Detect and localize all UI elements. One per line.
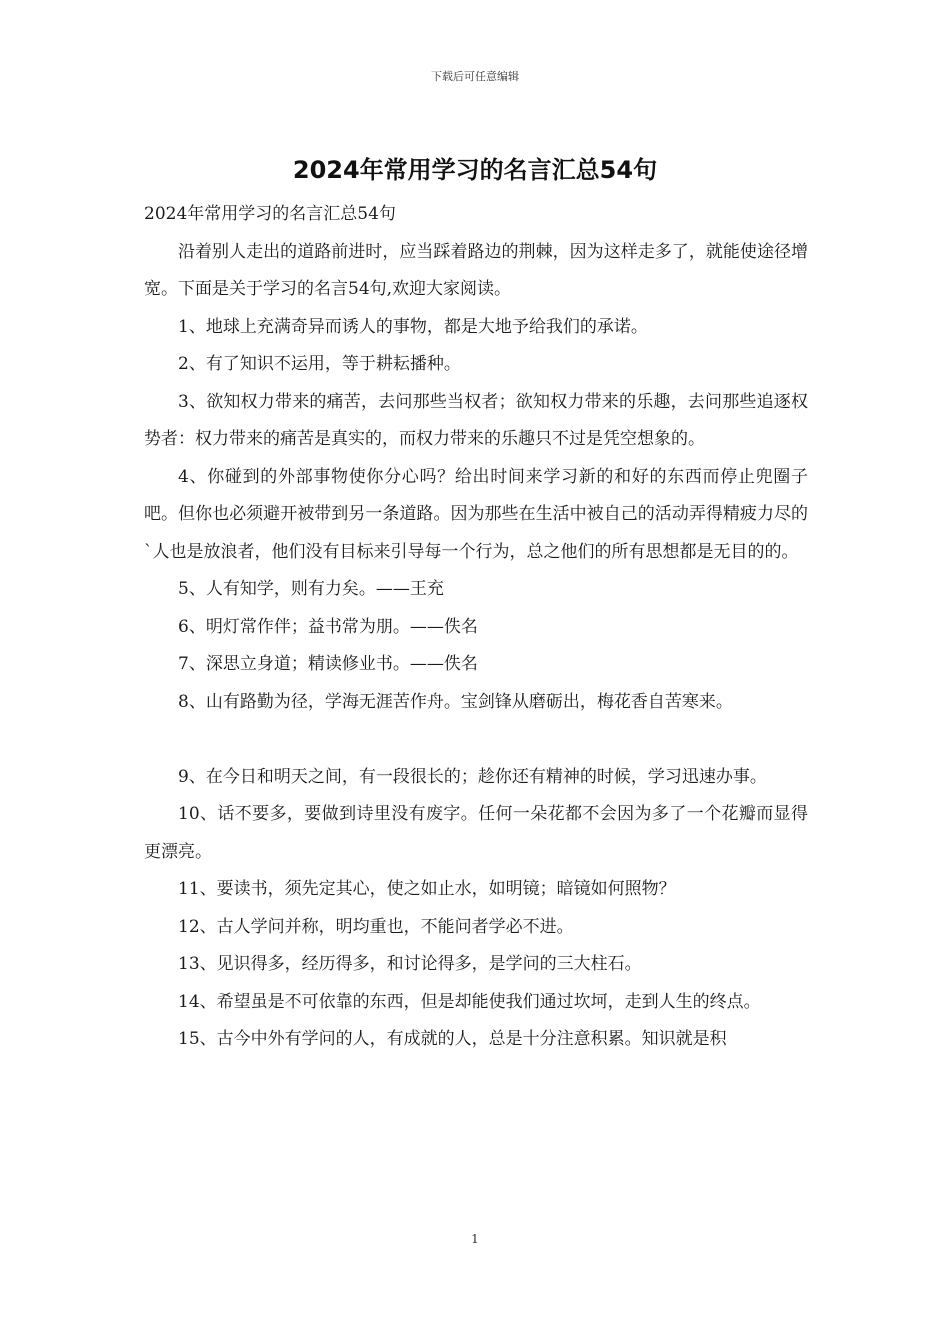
quote-item: 8、山有路勤为径，学海无涯苦作舟。宝剑锋从磨砺出，梅花香自苦寒来。: [178, 691, 733, 712]
quote-item: 11、要读书，须先定其心，使之如止水，如明镜；暗镜如何照物？: [178, 879, 676, 899]
quote-item: 6、明灯常作伴；益书常为朋。——佚名: [178, 616, 478, 637]
quote-item: 15、古今中外有学问的人，有成就的人，总是十分注意积累。知识就是积: [178, 1029, 727, 1049]
quote-item: 2、有了知识不运用，等于耕耘播种。: [178, 354, 461, 374]
document-title: 2024年常用学习的名言汇总54句: [292, 156, 658, 184]
document-body: [144, 196, 808, 1059]
intro-paragraph: 沿着别人走出的道路前进时，应当踩着路边的荆棘，因为这样走多了，就能使途径增宽。下面是关于学习的名言54句,欢迎大家阅读。: [144, 241, 808, 299]
quote-item: 9、在今日和明天之间，有一段很长的；趁你还有精神的时候，学习迅速办事。: [178, 766, 767, 787]
quote-item: 10、话不要多，要做到诗里没有废字。任何一朵花都不会因为多了一个花瓣而显得更漂亮。: [144, 804, 808, 862]
quote-item: 1、地球上充满奇异而诱人的事物，都是大地予给我们的承诺。: [178, 316, 648, 337]
quote-item: 12、古人学问并称，明均重也，不能问者学必不进。: [178, 916, 574, 937]
quote-item: 5、人有知学，则有力矣。——王充: [178, 579, 444, 599]
quote-item: 14、希望虽是不可依靠的东西，但是却能使我们通过坎坷，走到人生的终点。: [178, 991, 761, 1012]
page-header-note: 下载后可任意编辑: [431, 70, 519, 83]
quote-item: 7、深思立身道；精读修业书。——佚名: [178, 654, 478, 674]
document-subtitle: 2024年常用学习的名言汇总54句: [144, 204, 396, 224]
quote-item: 4、你碰到的外部事物使你分心吗？给出时间来学习新的和好的东西而停止兜圈子吧。但你也必须避开被带到另一条道路。因为那些在生活中被自己的活动弄得精疲力尽的`人也是放浪者，他们没有目标来引导每一个行为，总之他们的所有思想都是无目的的。: [144, 466, 808, 562]
blank-line: [144, 721, 808, 759]
quote-item: 3、欲知权力带来的痛苦，去问那些当权者；欲知权力带来的乐趣，去问那些追逐权势者：权力带来的痛苦是真实的，而权力带来的乐趣只不过是凭空想象的。: [144, 391, 808, 449]
page-number: 1: [471, 1232, 479, 1246]
quote-item: 13、见识得多，经历得多，和讨论得多，是学问的三大柱石。: [178, 954, 642, 974]
